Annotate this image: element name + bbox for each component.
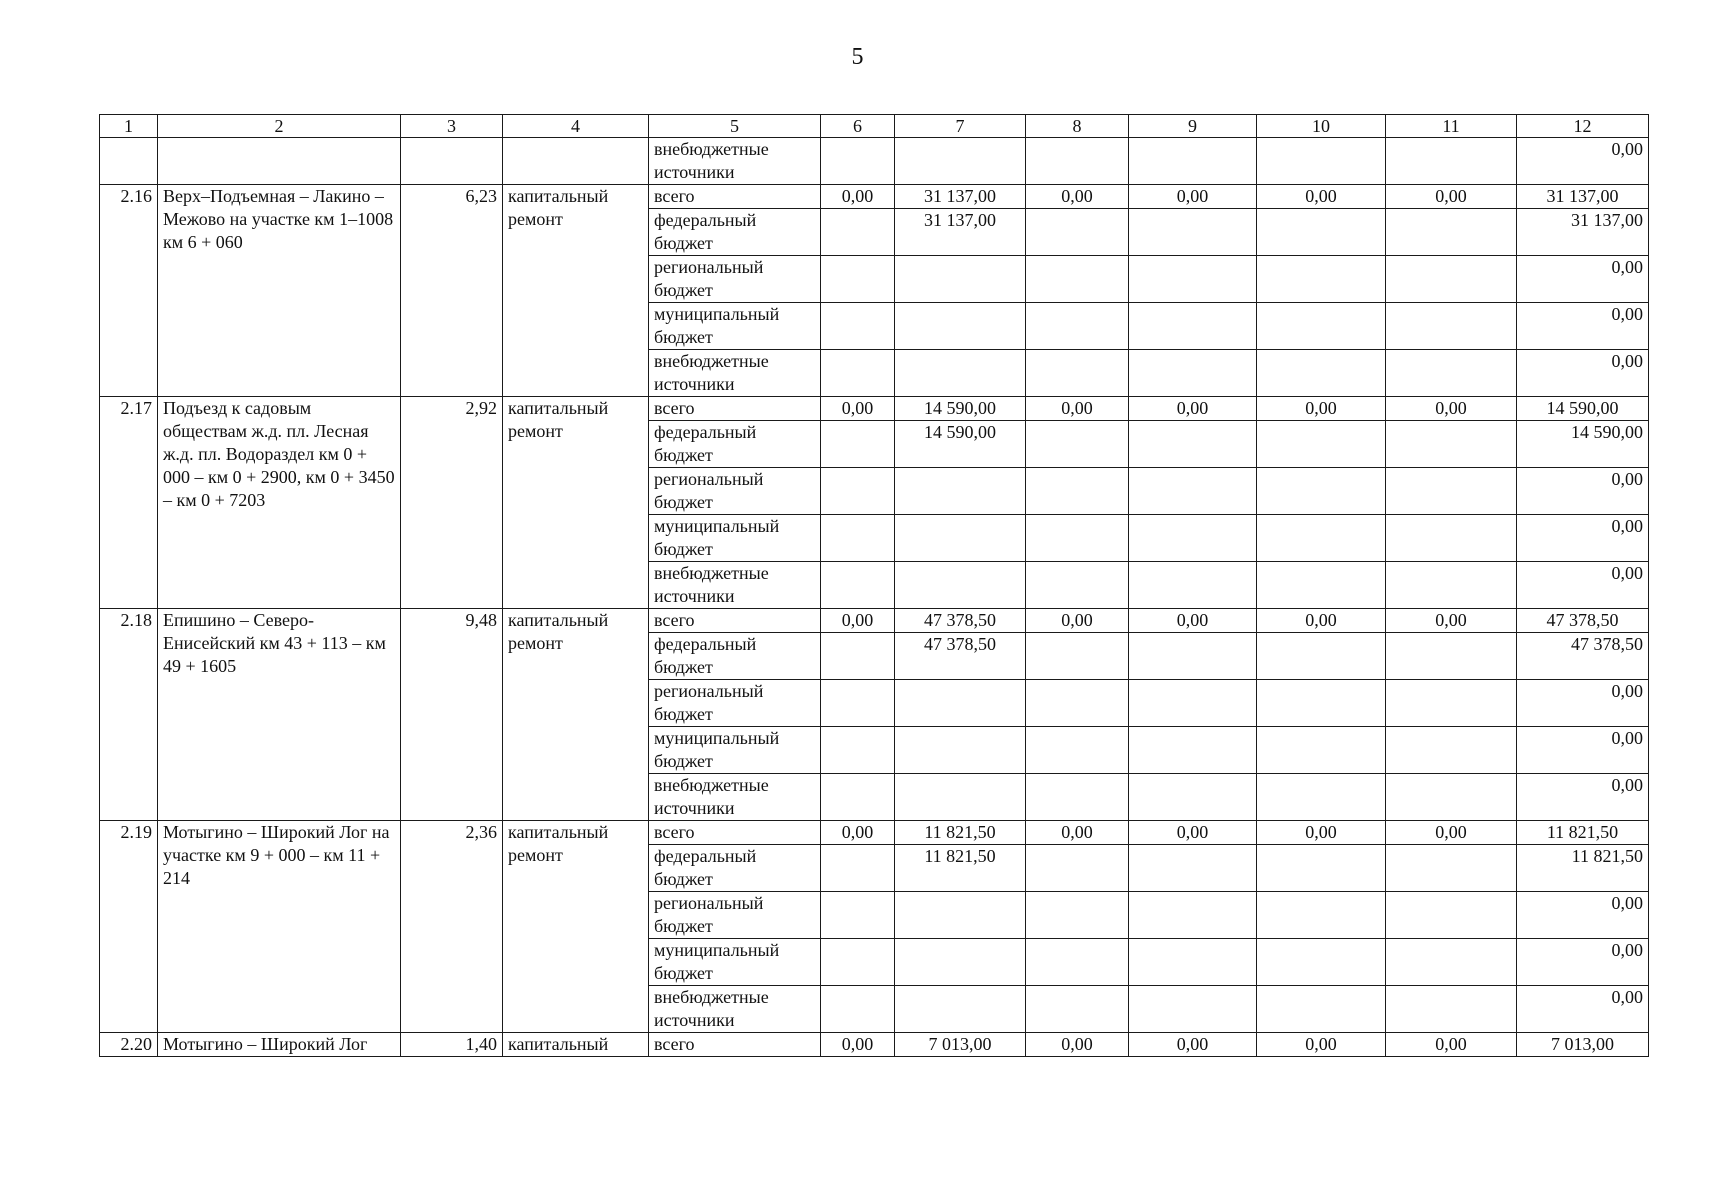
work-type: капитальный ремонт (503, 185, 649, 397)
object-name: Мотыгино – Широкий Лог на участке км 9 + 000 – км 11 + 214 (158, 821, 401, 1033)
header-row (100, 115, 1649, 138)
amount-cell: 0,00 (1257, 397, 1386, 421)
amount-cell: 0,00 (1517, 892, 1649, 939)
funding-source: федеральный бюджет (649, 421, 821, 468)
object-name: Подъезд к садовым обществам ж.д. пл. Лесная ж.д. пл. Водораздел км 0 + 000 – км 0 + 2900, км 0 + 3450 – км 0 + 7203 (158, 397, 401, 609)
object-name: Верх–Подъемная – Лакино – Межово на участке км 1–1008 км 6 + 060 (158, 185, 401, 397)
amount-cell: 31 137,00 (1517, 185, 1649, 209)
funding-source: всего (649, 609, 821, 633)
amount-cell: 31 137,00 (1517, 209, 1649, 256)
object-number: 2.18 (100, 609, 158, 821)
amount-cell: 0,00 (821, 397, 895, 421)
amount-cell: 0,00 (1129, 397, 1257, 421)
object-length: 2,92 (401, 397, 503, 609)
amount-cell: 11 821,50 (895, 821, 1026, 845)
amount-cell: 47 378,50 (1517, 633, 1649, 680)
amount-cell: 0,00 (1386, 609, 1517, 633)
funding-source: всего (649, 397, 821, 421)
object-length: 2,36 (401, 821, 503, 1033)
amount-cell: 0,00 (1517, 303, 1649, 350)
amount-cell: 11 821,50 (895, 845, 1026, 892)
amount-cell: 0,00 (821, 609, 895, 633)
amount-cell: 0,00 (821, 821, 895, 845)
amount-cell: 14 590,00 (1517, 421, 1649, 468)
funding-source: федеральный бюджет (649, 633, 821, 680)
amount-cell: 0,00 (821, 185, 895, 209)
header-cell: 2 (158, 115, 401, 138)
amount-cell: 31 137,00 (895, 185, 1026, 209)
header-cell: 8 (1026, 115, 1129, 138)
amount-cell: 0,00 (1026, 1033, 1129, 1057)
object-total-row (100, 609, 1649, 633)
object-length: 9,48 (401, 609, 503, 821)
object-name: Мотыгино – Широкий Лог (158, 1033, 401, 1057)
amount-cell: 47 378,50 (1517, 609, 1649, 633)
header-cell: 6 (821, 115, 895, 138)
amount-cell: 14 590,00 (895, 397, 1026, 421)
financing-table (99, 114, 1649, 1057)
object-total-row (100, 185, 1649, 209)
amount-cell: 0,00 (1026, 609, 1129, 633)
amount-cell: 14 590,00 (895, 421, 1026, 468)
funding-source: всего (649, 821, 821, 845)
header-cell: 5 (649, 115, 821, 138)
amount-cell: 7 013,00 (1517, 1033, 1649, 1057)
object-length: 6,23 (401, 185, 503, 397)
header-cell: 9 (1129, 115, 1257, 138)
object-length: 1,40 (401, 1033, 503, 1057)
amount-cell: 0,00 (1257, 821, 1386, 845)
funding-source: региональный бюджет (649, 256, 821, 303)
header-cell: 12 (1517, 115, 1649, 138)
funding-source: внебюджетные источники (649, 138, 821, 185)
header-cell: 11 (1386, 115, 1517, 138)
amount-cell: 0,00 (1517, 138, 1649, 185)
amount-cell: 0,00 (1517, 562, 1649, 609)
amount-cell: 0,00 (1517, 468, 1649, 515)
amount-cell: 0,00 (1517, 256, 1649, 303)
amount-cell: 7 013,00 (895, 1033, 1026, 1057)
amount-cell: 0,00 (1129, 609, 1257, 633)
object-number: 2.20 (100, 1033, 158, 1057)
header-cell: 4 (503, 115, 649, 138)
carry-over-row (100, 138, 1649, 185)
object-number: 2.17 (100, 397, 158, 609)
amount-cell: 11 821,50 (1517, 821, 1649, 845)
amount-cell: 0,00 (1257, 609, 1386, 633)
amount-cell: 0,00 (1517, 774, 1649, 821)
funding-source: всего (649, 1033, 821, 1057)
amount-cell: 0,00 (1386, 821, 1517, 845)
amount-cell: 0,00 (1129, 1033, 1257, 1057)
object-number: 2.16 (100, 185, 158, 397)
funding-source: региональный бюджет (649, 892, 821, 939)
object-number: 2.19 (100, 821, 158, 1033)
header-cell: 10 (1257, 115, 1386, 138)
funding-source: муниципальный бюджет (649, 939, 821, 986)
funding-source: муниципальный бюджет (649, 727, 821, 774)
amount-cell: 0,00 (1257, 185, 1386, 209)
amount-cell: 0,00 (1517, 986, 1649, 1033)
amount-cell: 0,00 (1257, 1033, 1386, 1057)
object-name: Епишино – Северо-Енисейский км 43 + 113 – км 49 + 1605 (158, 609, 401, 821)
amount-cell: 14 590,00 (1517, 397, 1649, 421)
amount-cell: 0,00 (1026, 185, 1129, 209)
page-number: 5 (851, 44, 864, 70)
funding-source: внебюджетные источники (649, 986, 821, 1033)
funding-source: региональный бюджет (649, 680, 821, 727)
object-total-row (100, 821, 1649, 845)
amount-cell: 0,00 (1026, 397, 1129, 421)
funding-source: федеральный бюджет (649, 845, 821, 892)
amount-cell: 0,00 (1386, 185, 1517, 209)
header-cell: 7 (895, 115, 1026, 138)
funding-source: внебюджетные источники (649, 774, 821, 821)
header-cell: 1 (100, 115, 158, 138)
header-cell: 3 (401, 115, 503, 138)
amount-cell: 0,00 (1517, 680, 1649, 727)
object-total-row (100, 1033, 1649, 1057)
amount-cell: 0,00 (1129, 821, 1257, 845)
amount-cell: 0,00 (1386, 1033, 1517, 1057)
amount-cell: 0,00 (1517, 939, 1649, 986)
amount-cell: 11 821,50 (1517, 845, 1649, 892)
funding-source: муниципальный бюджет (649, 303, 821, 350)
work-type: капитальный ремонт (503, 397, 649, 609)
amount-cell: 0,00 (1517, 350, 1649, 397)
amount-cell: 0,00 (1517, 515, 1649, 562)
funding-source: внебюджетные источники (649, 562, 821, 609)
amount-cell: 31 137,00 (895, 209, 1026, 256)
funding-source: внебюджетные источники (649, 350, 821, 397)
funding-source: региональный бюджет (649, 468, 821, 515)
amount-cell: 0,00 (1129, 185, 1257, 209)
funding-source: федеральный бюджет (649, 209, 821, 256)
funding-source: всего (649, 185, 821, 209)
work-type: капитальный (503, 1033, 649, 1057)
amount-cell: 0,00 (1026, 821, 1129, 845)
amount-cell: 47 378,50 (895, 633, 1026, 680)
object-total-row (100, 397, 1649, 421)
work-type: капитальный ремонт (503, 821, 649, 1033)
amount-cell: 0,00 (1517, 727, 1649, 774)
amount-cell: 0,00 (821, 1033, 895, 1057)
funding-source: муниципальный бюджет (649, 515, 821, 562)
amount-cell: 47 378,50 (895, 609, 1026, 633)
amount-cell: 0,00 (1386, 397, 1517, 421)
work-type: капитальный ремонт (503, 609, 649, 821)
